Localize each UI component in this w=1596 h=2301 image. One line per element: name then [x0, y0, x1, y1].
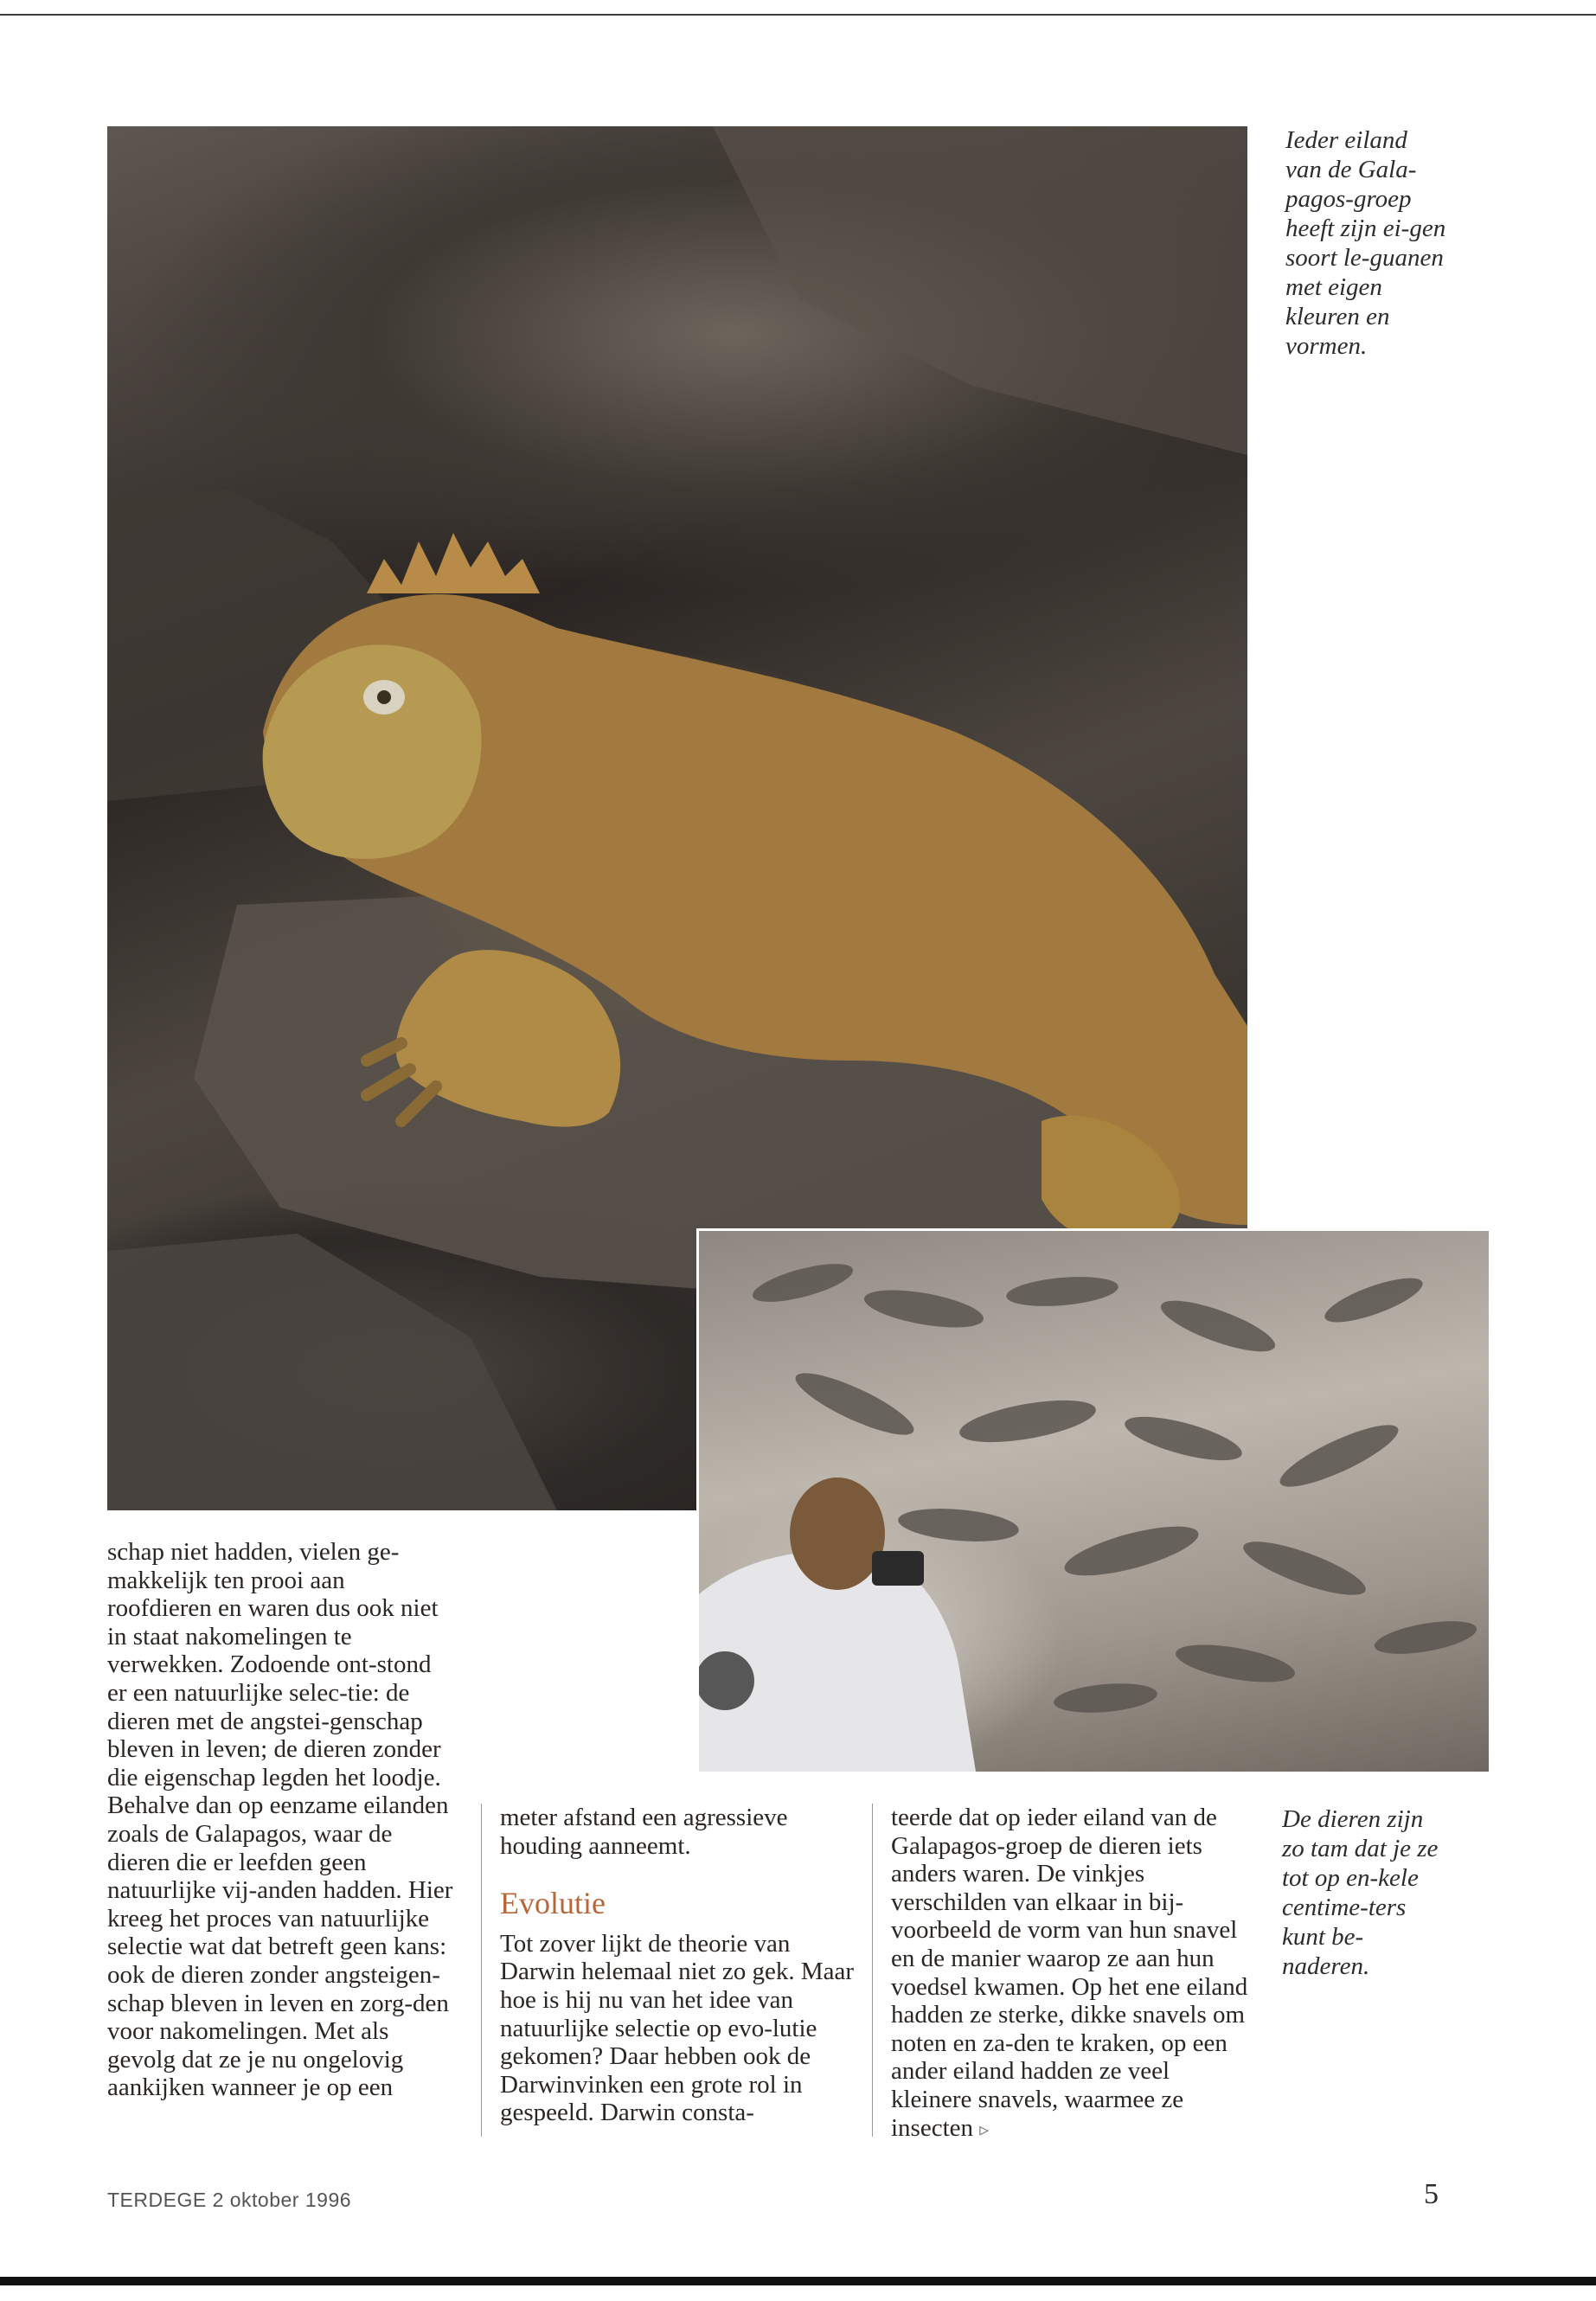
iguana-colony-illustration: [699, 1231, 1489, 1772]
article-column-3: [891, 1804, 1254, 2144]
article-column-1: [107, 1538, 453, 2102]
page-number: 5: [1424, 2178, 1439, 2210]
bottom-rule: [0, 2277, 1596, 2285]
column-divider-1: [481, 1804, 482, 2137]
marine-iguanas-photo: [696, 1228, 1491, 1774]
column-1-text: schap niet hadden, vielen ge-makkelijk ten prooi aan roofdieren en waren dus ook niet in staat nakomelingen te verwekken. Zodoende ont-stond er een natuurlijke selec-tie: de dieren met de angstei-genschap bleven in leven; de dieren zonder die eigenschap legden het loodje. Behalve dan op eenzame eilanden zoals de Galapagos, waar de dieren die er leefden geen natuurlijke vij-anden hadden. Hier kreeg het proces van natuurlijke selectie wat dat betreft geen kans: ook de dieren zonder angsteigen-schap bleven in leven en zorg-den voor nakomelingen. Met als gevolg dat ze je nu ongelovig aankijken wanneer je op een: [107, 1538, 453, 2102]
column-divider-2: [872, 1804, 873, 2137]
top-rule: [0, 14, 1596, 16]
article-column-2: [500, 1804, 855, 2127]
photo-caption-bottom: De dieren zijn zo tam dat je ze tot op en-kele centime-ters kunt be-naderen.: [1282, 1805, 1439, 1980]
publication-footer: TERDEGE 2 oktober 1996: [107, 2189, 352, 2211]
column-2-intro: meter afstand een agressieve houding aanneemt.: [500, 1804, 788, 1860]
column-3-text: [891, 1804, 1254, 2144]
column-2-body: Tot zover lijkt de theorie van Darwin helemaal niet zo gek. Maar hoe is hij nu van het idee van natuurlijke selectie op evo-lutie gekomen? Daar hebben ook de Darwinvinken een grote rol in gespeeld. Darwin consta-: [500, 1929, 855, 2127]
section-heading-evolutie: Evolutie: [500, 1886, 606, 1921]
continue-arrow-icon: ▹: [979, 2118, 990, 2140]
column-3-body: teerde dat op ieder eiland van de Galapagos-groep de dieren iets anders waren. De vinkjes verschilden van elkaar in bij-voorbeeld de vorm van hun snavel en de manier waarop ze aan hun voedsel kwamen. Op het ene eiland hadden ze sterke, dikke snavels om noten en za-den te kraken, op een ander eiland hadden ze veel kleinere snavels, waarmee ze insecten: [891, 1804, 1248, 2142]
photo-caption-top: Ieder eiland van de Gala-pagos-groep heeft zijn ei-gen soort le-guanen met eigen kleuren en vormen.: [1285, 126, 1446, 360]
